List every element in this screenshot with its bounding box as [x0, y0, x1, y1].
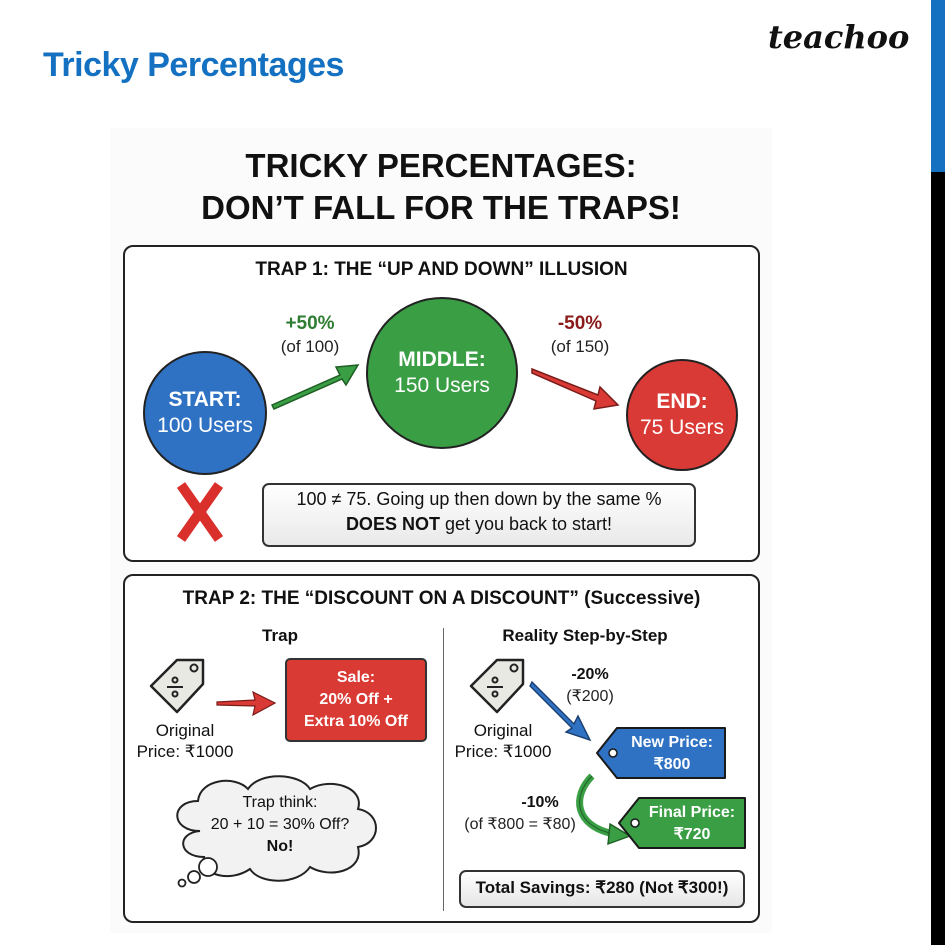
- reality-original-line2: Price: ₹1000: [454, 742, 552, 761]
- middle-value: 150 Users: [394, 374, 490, 397]
- start-value: 100 Users: [157, 414, 253, 437]
- infographic: [110, 128, 772, 933]
- infographic-heading-line1: TRICKY PERCENTAGES:: [245, 147, 637, 184]
- trap2-title: TRAP 2: THE “DISCOUNT ON A DISCOUNT” (Successive): [182, 588, 701, 609]
- trap1-conclusion-box: [262, 483, 696, 547]
- trap1-title: TRAP 1: THE “UP AND DOWN” ILLUSION: [255, 259, 628, 280]
- end-value: 75 Users: [639, 416, 725, 439]
- trap-original-line2: Price: ₹1000: [136, 742, 234, 761]
- sale-line3: Extra 10% Off: [303, 713, 409, 730]
- column-divider: [443, 628, 444, 911]
- middle-label: MIDDLE:: [398, 348, 486, 371]
- step1-amount: (₹200): [566, 688, 614, 705]
- increase-note: (of 100): [280, 337, 340, 356]
- thought-line1: Trap think:: [242, 794, 318, 811]
- thought-line3: No!: [266, 838, 294, 855]
- price-tag-icon-reality: [467, 658, 527, 716]
- up-arrow-icon: [270, 357, 370, 417]
- price-tag-icon: [147, 658, 207, 716]
- conclusion-line1: 100 ≠ 75. Going up then down by the same %: [296, 489, 662, 509]
- sale-line1: Sale:: [336, 669, 376, 686]
- cross-icon: [177, 481, 223, 543]
- end-circle: [626, 359, 738, 471]
- infographic-heading-line2: DON’T FALL FOR THE TRAPS!: [201, 189, 681, 226]
- trap-original-line1: Original: [155, 721, 215, 740]
- final-price-label: Final Price:: [648, 804, 736, 821]
- increase-pct: +50%: [285, 313, 335, 334]
- trap1-panel: [123, 245, 760, 562]
- trap2-panel: [123, 574, 760, 923]
- start-circle: [143, 351, 267, 475]
- step2-amount: (of ₹800 = ₹80): [464, 816, 576, 833]
- reality-original-line1: Original: [473, 721, 533, 740]
- step1-arrow-icon: [530, 680, 600, 750]
- right-arrow-icon: [215, 689, 279, 719]
- conclusion-bold: DOES NOT: [345, 514, 440, 534]
- conclusion-rest: get you back to start!: [439, 514, 613, 534]
- step2-pct: -10%: [521, 794, 559, 811]
- conclusion-line2: [264, 512, 694, 537]
- teachoo-logo: teachoo: [768, 18, 910, 56]
- sale-line2: 20% Off +: [319, 691, 393, 708]
- trap-column-title: Trap: [262, 626, 298, 645]
- step1-pct: -20%: [571, 666, 609, 683]
- final-price-value: ₹720: [673, 826, 711, 843]
- side-accent-bar-blue: [931, 0, 945, 172]
- decrease-pct: -50%: [557, 313, 603, 334]
- middle-circle: [366, 297, 518, 449]
- slide-title: Tricky Percentages: [43, 46, 344, 84]
- new-price-value: ₹800: [653, 756, 691, 773]
- thought-line2: 20 + 10 = 30% Off?: [210, 816, 350, 833]
- sale-box: [285, 658, 427, 742]
- reality-column-title: Reality Step-by-Step: [502, 626, 668, 645]
- decrease-note: (of 150): [550, 337, 610, 356]
- end-label: END:: [656, 390, 708, 413]
- down-arrow-icon: [530, 365, 630, 415]
- total-savings-box: Total Savings: ₹280 (Not ₹300!): [459, 870, 745, 908]
- side-accent-bar-black: [931, 172, 945, 945]
- new-price-label: New Price:: [631, 734, 713, 751]
- start-label: START:: [168, 388, 242, 411]
